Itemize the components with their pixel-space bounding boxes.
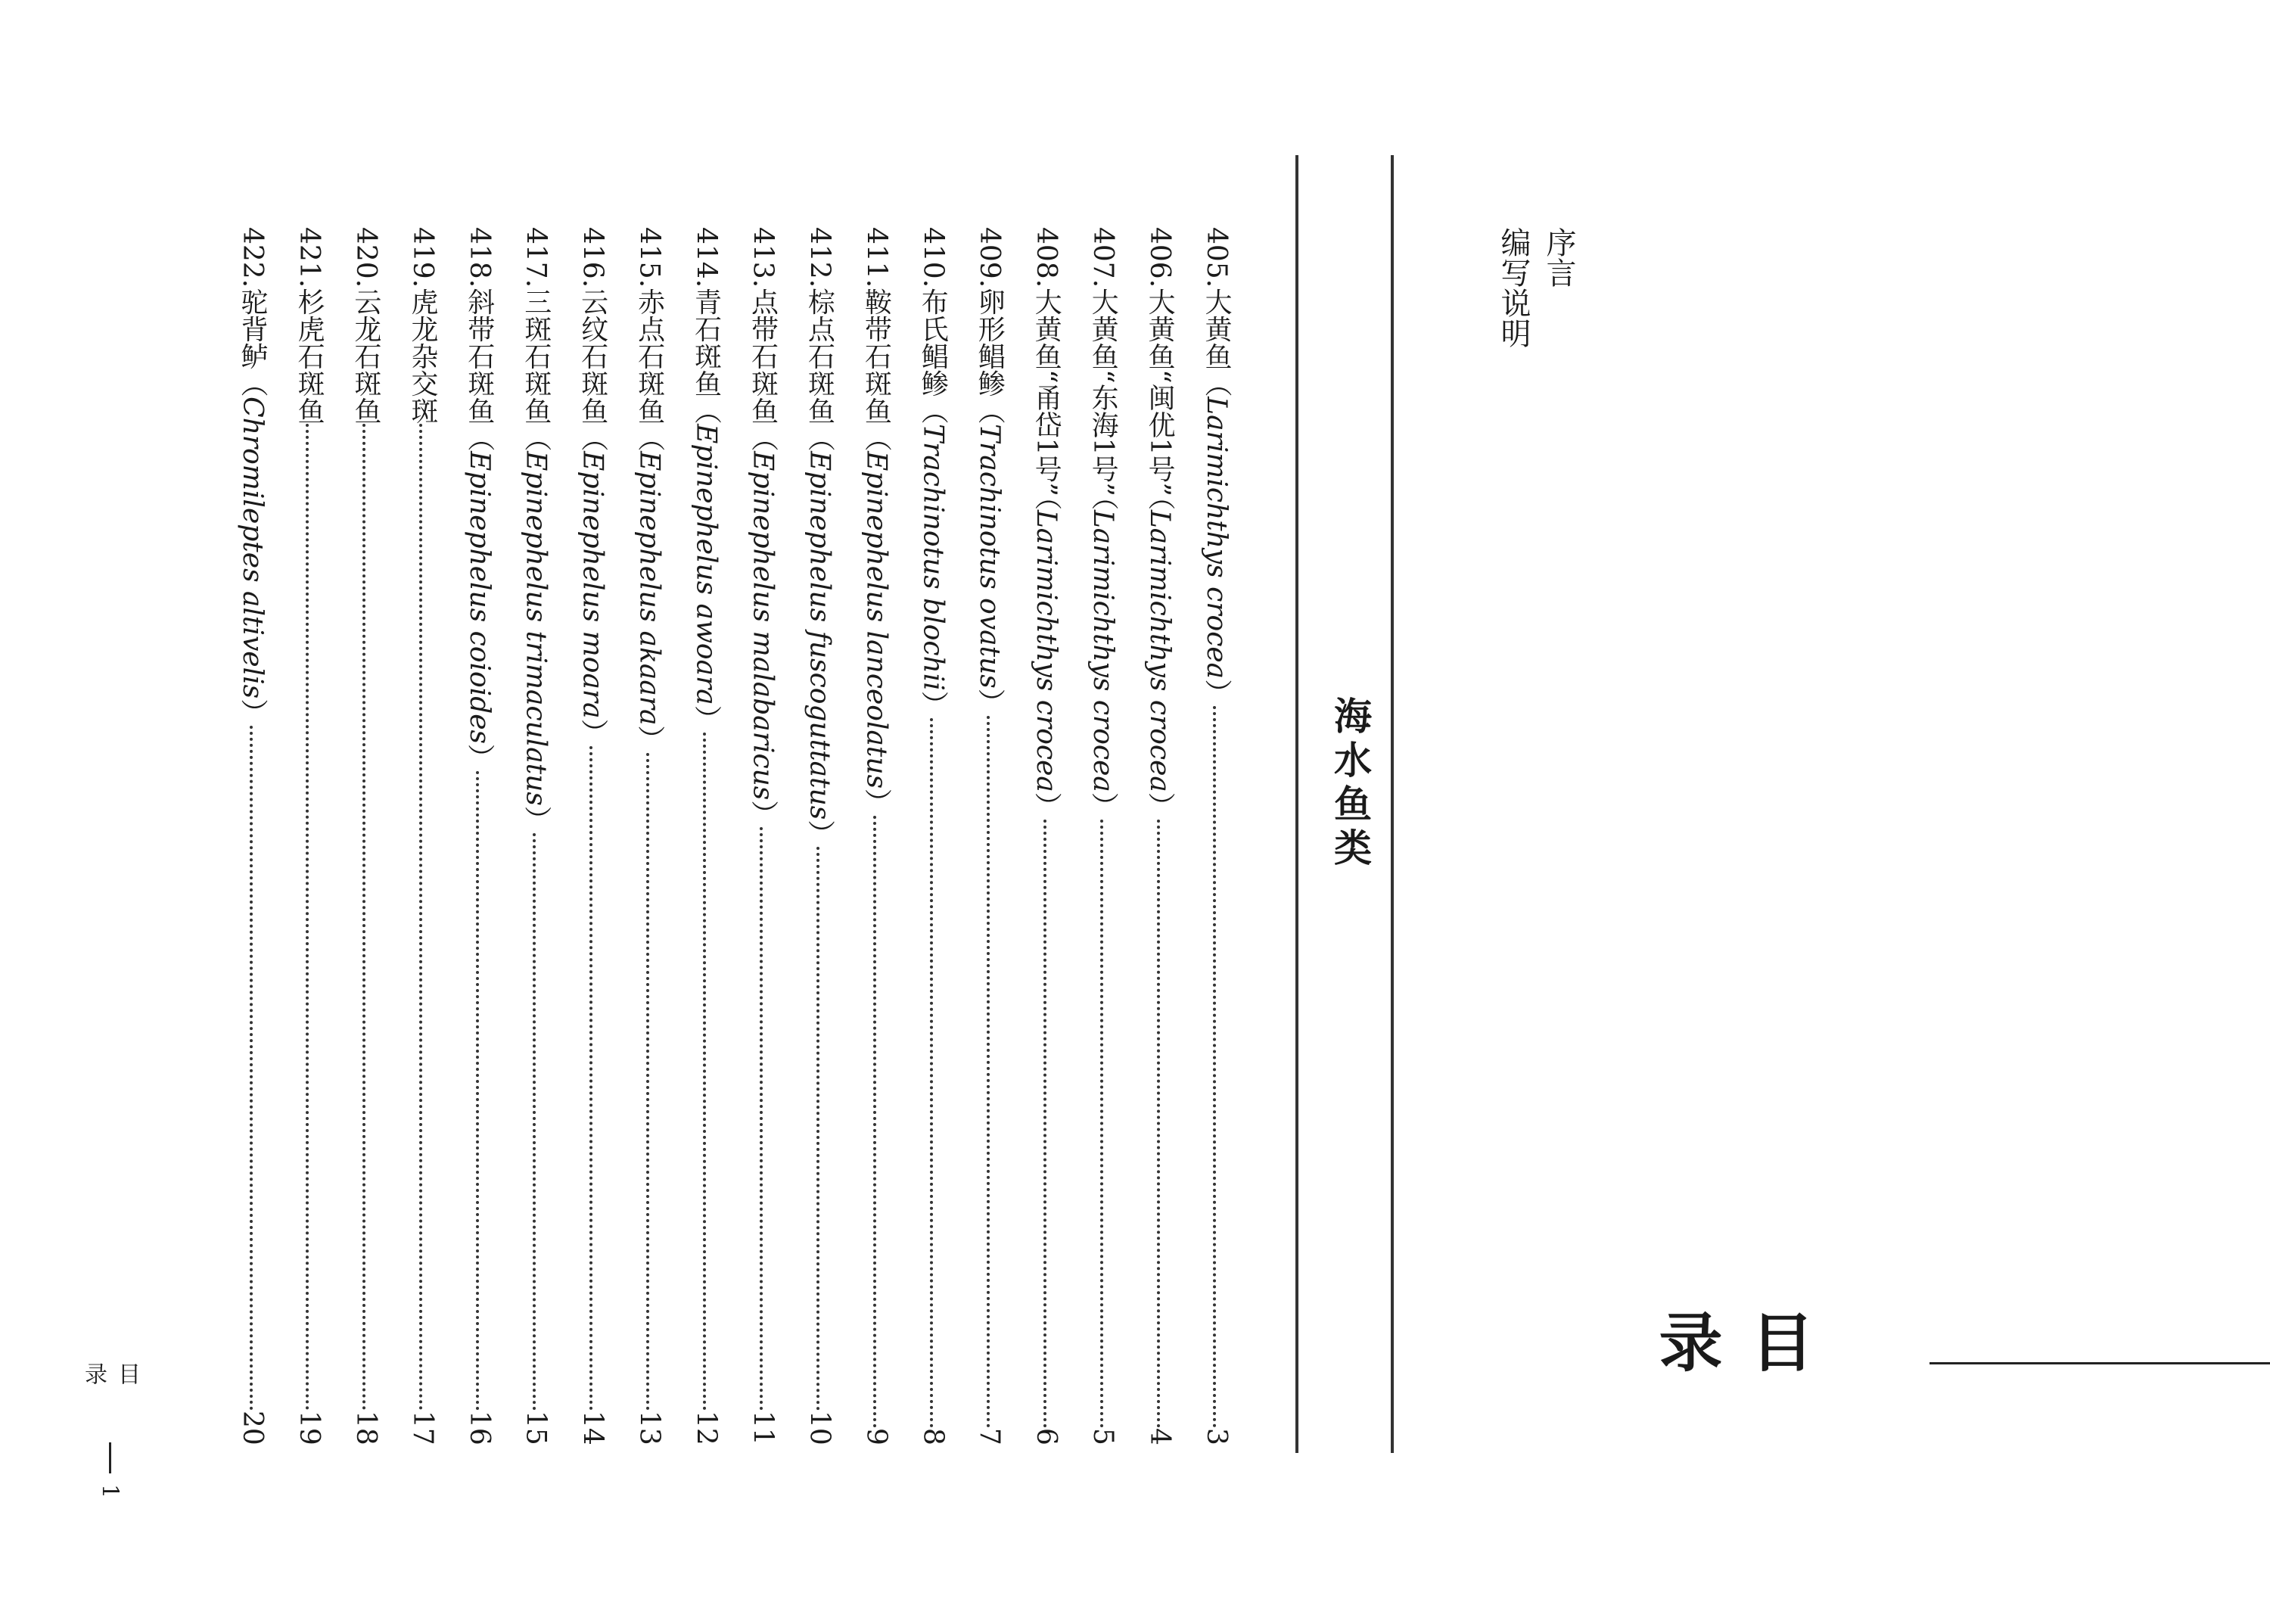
toc-entry[interactable] [340,227,390,1445]
toc-entry-name: 三斑石斑鱼 [520,288,552,425]
toc-leader-dots [589,746,595,1411]
toc-leader-dots [987,716,992,1428]
toc-entry-latin-name: Larimichthys crocea [1031,509,1062,792]
toc-leader-dots [760,827,765,1411]
toc-entry-title: 405.大黄鱼（Larimichthys crocea） [1200,227,1232,707]
toc-entry-number: 419 [406,227,438,279]
toc-entry-page-number: 6 [1031,1428,1062,1445]
toc-entry-number: 412 [804,227,835,279]
toc-entry-title: 409.卵形鲳鲹（Trachinotus ovatus） [974,227,1006,716]
toc-entry-page-number: 20 [237,1411,268,1445]
toc-entry-name: 驼背鲈 [237,288,268,370]
toc-entry-name: 斜带石斑鱼 [463,288,495,425]
toc-entry-name: 青石斑鱼 [690,288,722,397]
toc-entry-page-number: 4 [1144,1428,1175,1445]
toc-entry-page-number: 18 [350,1411,381,1445]
toc-entry-latin-name: Trachinotus ovatus [974,424,1006,689]
toc-entry[interactable] [681,227,731,1445]
toc-leader-dots [476,771,481,1411]
toc-entry-number: 418 [463,227,495,279]
toc-leader-dots [703,733,708,1411]
toc-leader-dots [419,424,424,1411]
footer-page-number: 1 [96,1483,123,1498]
toc-entry-name: 鞍带石斑鱼 [860,288,892,425]
page-footer [80,1362,140,1498]
toc-entry-number: 411 [860,227,892,279]
toc-entry-title: 418.斜带石斑鱼（Epinephelus coioides） [463,227,495,772]
toc-leader-dots [1043,820,1049,1428]
footer-divider [109,1442,111,1473]
toc-entry-page-number: 15 [520,1411,552,1445]
toc-entry-title: 414.青石斑鱼（Epinephelus awoara） [690,227,722,733]
toc-entry-number: 405 [1200,227,1232,279]
toc-entry[interactable] [454,227,504,1445]
toc-entry-name: 虎龙杂交斑 [406,288,438,425]
section-rule-top [1391,155,1394,1453]
toc-entry-page-number: 14 [577,1411,608,1445]
toc-leader-dots [533,833,538,1411]
toc-entry-name: 卵形鲳鲹 [974,288,1006,397]
toc-entry-name: 大黄鱼“甬岱1号” [1031,288,1062,496]
toc-entry-page-number: 7 [974,1428,1006,1445]
toc-entry-latin-name: Epinephelus trimaculatus [520,451,552,806]
toc-leader-dots [816,847,822,1411]
toc-entry-page-number: 13 [633,1411,665,1445]
toc-entry-name: 云纹石斑鱼 [577,288,608,425]
toc-entry-name: 棕点石斑鱼 [804,288,835,425]
footer-section-label: 目录 [80,1362,140,1405]
toc-list [227,227,1241,1445]
toc-entry[interactable] [1134,227,1184,1445]
toc-leader-dots [362,424,368,1411]
toc-entry[interactable] [227,227,277,1445]
toc-entry-title: 413.点带石斑鱼（Epinephelus malabaricus） [747,227,779,828]
toc-entry[interactable] [1077,227,1127,1445]
toc-entry-latin-name: Larimichthys crocea [1087,509,1119,792]
toc-leader-dots [873,816,878,1428]
toc-entry-number: 410 [917,227,949,279]
toc-entry-name: 杉虎石斑鱼 [293,288,325,425]
toc-entry-title: 420.云龙石斑鱼 [350,227,381,425]
toc-entry-page-number: 19 [293,1411,325,1445]
toc-entry-latin-name: Epinephelus malabaricus [747,451,779,801]
section-rule-bottom [1295,155,1298,1453]
toc-entry[interactable] [907,227,957,1445]
front-matter-preface[interactable]: 序言 [1541,227,1576,288]
front-matter-editorial-notes[interactable]: 编写说明 [1496,227,1531,348]
toc-entry-latin-name: Epinephelus akaara [633,451,665,726]
toc-entry[interactable] [1191,227,1241,1445]
toc-entry-latin-name: Larimichthys crocea [1144,509,1175,792]
toc-leader-dots [250,726,255,1411]
toc-entry-number: 416 [577,227,608,279]
toc-entry-page-number: 9 [860,1428,892,1445]
toc-entry-latin-name: Epinephelus lanceolatus [860,451,892,789]
toc-leader-dots [1157,820,1162,1428]
toc-entry-number: 420 [350,227,381,279]
toc-entry-name: 大黄鱼 [1200,288,1232,370]
toc-entry-name: 大黄鱼“东海1号” [1087,288,1119,496]
toc-entry-number: 413 [747,227,779,279]
toc-entry-latin-name: Chromileptes altivelis [237,397,268,699]
section-heading: 海水鱼类 [1328,696,1373,872]
toc-entry-latin-name: Larimichthys crocea [1200,397,1232,680]
toc-entry-title: 410.布氏鲳鲹（Trachinotus blochii） [917,227,949,718]
toc-entry-title: 421.杉虎石斑鱼 [293,227,325,425]
toc-entry-number: 409 [974,227,1006,279]
toc-entry[interactable] [850,227,900,1445]
toc-entry-page-number: 5 [1087,1428,1119,1445]
toc-entry-latin-name: Epinephelus moara [577,451,608,719]
toc-entry-page-number: 3 [1200,1428,1232,1445]
toc-entry[interactable] [511,227,561,1445]
toc-entry[interactable] [397,227,447,1445]
toc-entry-number: 415 [633,227,665,279]
toc-entry-name: 点带石斑鱼 [747,288,779,425]
toc-entry-number: 414 [690,227,722,279]
toc-entry-name: 大黄鱼“闽优1号” [1144,288,1175,496]
toc-entry[interactable] [624,227,674,1445]
toc-entry-title: 407.大黄鱼“东海1号”（Larimichthys crocea） [1087,227,1119,820]
toc-entry-page-number: 12 [690,1411,722,1445]
toc-entry-title: 422.驼背鲈（Chromileptes altivelis） [237,227,268,726]
toc-entry-number: 408 [1031,227,1062,279]
toc-entry-page-number: 10 [804,1411,835,1445]
toc-entry-latin-name: Trachinotus blochii [917,424,949,691]
toc-entry-title: 411.鞍带石斑鱼（Epinephelus lanceolatus） [860,227,892,817]
toc-entry-latin-name: Epinephelus coioides [463,451,495,745]
toc-entry[interactable] [737,227,787,1445]
toc-entry-latin-name: Epinephelus awoara [690,424,722,705]
toc-leader-dots [1100,820,1105,1428]
toc-leader-dots [1213,706,1218,1428]
title-rule [1930,1362,2270,1364]
toc-entry-title: 406.大黄鱼“闽优1号”（Larimichthys crocea） [1144,227,1175,820]
toc-entry-latin-name: Epinephelus fuscoguttatus [804,451,835,820]
toc-entry-page-number: 16 [463,1411,495,1445]
toc-entry[interactable] [284,227,334,1445]
toc-entry-name: 云龙石斑鱼 [350,288,381,425]
toc-leader-dots [930,718,935,1428]
toc-entry-number: 406 [1144,227,1175,279]
toc-entry-page-number: 11 [747,1411,779,1445]
toc-entry-number: 417 [520,227,552,279]
toc-entry-title: 417.三斑石斑鱼（Epinephelus trimaculatus） [520,227,552,833]
toc-entry-title: 416.云纹石斑鱼（Epinephelus moara） [577,227,608,746]
toc-entry-title: 412.棕点石斑鱼（Epinephelus fuscoguttatus） [804,227,835,848]
toc-entry[interactable] [794,227,844,1445]
toc-leader-dots [306,424,311,1411]
toc-leader-dots [646,753,651,1411]
front-matter-list [1483,227,1581,530]
toc-entry[interactable] [964,227,1014,1445]
toc-entry-page-number: 8 [917,1428,949,1445]
toc-entry[interactable] [1021,227,1071,1445]
toc-entry-name: 赤点石斑鱼 [633,288,665,425]
toc-entry-title: 408.大黄鱼“甬岱1号”（Larimichthys crocea） [1031,227,1062,820]
toc-entry-number: 407 [1087,227,1119,279]
toc-entry-name: 布氏鲳鲹 [917,288,949,397]
toc-entry-number: 422 [237,227,268,279]
toc-entry-page-number: 17 [406,1411,438,1445]
page-title: 目录 [1649,1309,1815,1395]
toc-entry-title: 415.赤点石斑鱼（Epinephelus akaara） [633,227,665,753]
toc-entry-title: 419.虎龙杂交斑 [406,227,438,425]
toc-entry[interactable] [568,227,617,1445]
toc-entry-number: 421 [293,227,325,279]
